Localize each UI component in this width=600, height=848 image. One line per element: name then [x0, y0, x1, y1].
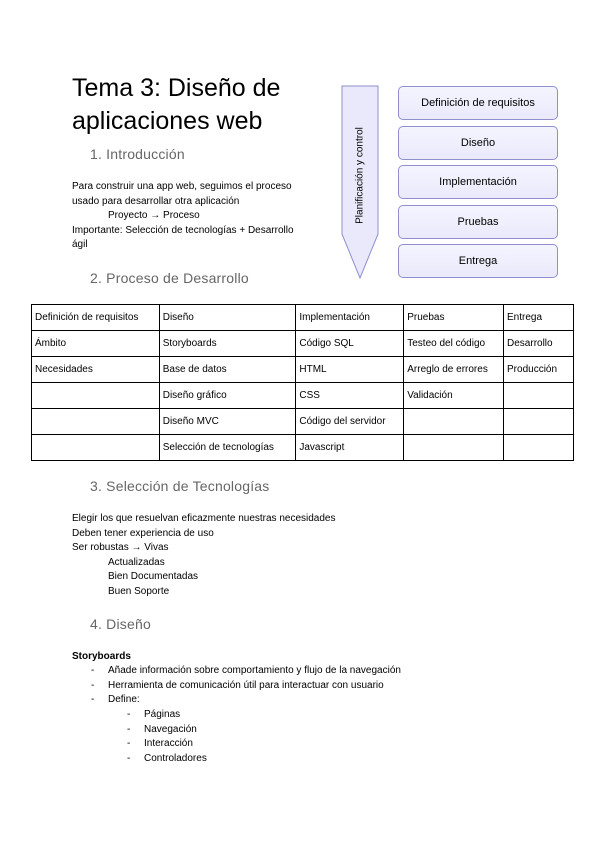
table-row	[32, 435, 574, 461]
dash-bullet: -	[127, 709, 131, 720]
section-heading-tecnologias: 3. Selección de Tecnologías	[90, 478, 270, 494]
dash-bullet: -	[127, 723, 131, 735]
tech-paragraph	[72, 512, 492, 599]
table-cell: Desarrollo	[504, 331, 574, 357]
list-item-text: Navegación	[144, 723, 197, 735]
table-cell: Diseño	[159, 305, 296, 331]
page-title	[72, 72, 280, 138]
intro-paragraph	[72, 180, 342, 253]
table-cell	[504, 409, 574, 435]
table-cell: Storyboards	[159, 331, 296, 357]
table-row	[32, 383, 574, 409]
table-cell: Testeo del código	[404, 331, 504, 357]
dash-bullet: -	[91, 679, 95, 691]
phase-box-entrega: Entrega	[398, 244, 558, 278]
table-row	[32, 331, 574, 357]
table-cell: Selección de tecnologías	[159, 435, 296, 461]
table-cell: Diseño gráfico	[159, 383, 296, 409]
list-item-text: Controladores	[144, 752, 207, 764]
intro-line: usado para desarrollar otra aplicación	[72, 195, 240, 207]
list-item	[127, 723, 444, 738]
section-heading-proceso: 2. Proceso de Desarrollo	[90, 270, 249, 286]
list-item-text: Define:	[108, 694, 140, 705]
title-line-1: Tema 3: Diseño de	[72, 74, 281, 102]
tech-line: Ser robustas → Vivas	[72, 542, 169, 553]
list-item-text: Herramienta de comunicación útil para interactuar con usuario	[108, 679, 384, 691]
table-cell: Necesidades	[32, 357, 160, 383]
table-cell	[32, 409, 160, 435]
table-cell	[404, 435, 504, 461]
table-cell: Ámbito	[32, 331, 160, 357]
table-cell: Implementación	[296, 305, 404, 331]
table-cell: Código del servidor	[296, 409, 404, 435]
section-heading-diseno: 4. Diseño	[90, 616, 151, 632]
dash-bullet: -	[91, 665, 95, 676]
tech-line: Deben tener experiencia de uso	[72, 527, 214, 539]
table-cell: Diseño MVC	[159, 409, 296, 435]
table-cell: Definición de requisitos	[32, 305, 160, 331]
table-cell	[404, 409, 504, 435]
arrow-label: Planificación y control	[354, 127, 366, 224]
table-cell: CSS	[296, 383, 404, 409]
table-cell	[504, 435, 574, 461]
list-item	[91, 693, 528, 708]
table-cell	[32, 435, 160, 461]
dash-bullet: -	[127, 738, 131, 749]
process-table	[31, 304, 574, 461]
dash-bullet: -	[91, 694, 95, 705]
table-cell: Código SQL	[296, 331, 404, 357]
tech-line: Elegir los que resuelvan eficazmente nuestras necesidades	[72, 513, 336, 524]
list-item	[91, 679, 528, 694]
intro-line: Para construir una app web, seguimos el proceso	[72, 181, 292, 192]
table-row	[32, 357, 574, 383]
storyboards-heading: Storyboards	[72, 651, 131, 662]
title-line-2: aplicaciones web	[72, 107, 263, 135]
list-item-text: Añade información sobre comportamiento y flujo de la navegación	[108, 665, 401, 676]
intro-line: Importante: Selección de tecnologías + Desarrollo	[72, 224, 294, 236]
intro-line: ágil	[72, 239, 88, 250]
table-cell	[504, 383, 574, 409]
dash-bullet: -	[127, 752, 131, 764]
phase-box-diseno: Diseño	[398, 126, 558, 160]
intro-line: Proyecto → Proceso	[108, 210, 200, 221]
table-cell: Validación	[404, 383, 504, 409]
list-item-text: Interacción	[144, 738, 193, 749]
phase-box-implementacion: Implementación	[398, 165, 558, 199]
list-item	[127, 737, 444, 752]
section-heading-introduccion: 1. Introducción	[90, 146, 185, 162]
table-cell: Arreglo de errores	[404, 357, 504, 383]
list-item	[127, 708, 444, 723]
phase-box-requisitos: Definición de requisitos	[398, 86, 558, 120]
tech-subline: Bien Documentadas	[108, 571, 199, 582]
list-item	[127, 752, 444, 767]
table-cell: Producción	[504, 357, 574, 383]
table-cell: HTML	[296, 357, 404, 383]
table-cell: Javascript	[296, 435, 404, 461]
table-cell	[32, 383, 160, 409]
phase-box-pruebas: Pruebas	[398, 205, 558, 239]
table-row	[32, 305, 574, 331]
table-cell: Base de datos	[159, 357, 296, 383]
list-item	[91, 664, 528, 679]
tech-subline: Actualizadas	[108, 556, 165, 568]
table-row	[32, 409, 574, 435]
define-sublist	[127, 708, 444, 766]
tech-subline: Buen Soporte	[108, 585, 170, 597]
table-cell: Entrega	[504, 305, 574, 331]
list-item-text: Páginas	[144, 709, 181, 720]
storyboards-list	[91, 664, 528, 708]
table-cell: Pruebas	[404, 305, 504, 331]
